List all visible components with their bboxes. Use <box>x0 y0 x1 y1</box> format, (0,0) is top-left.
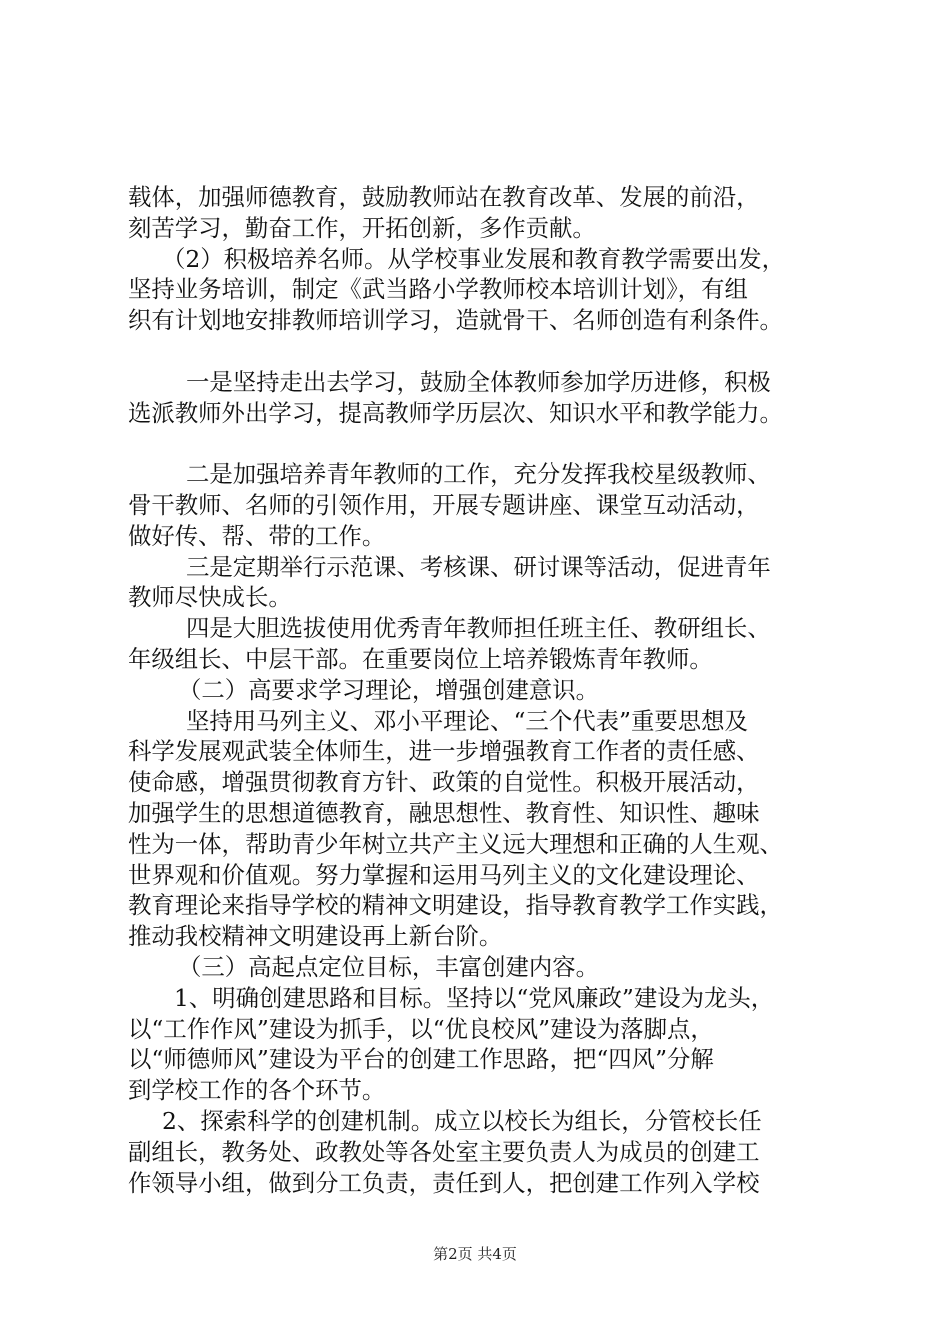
text-line: 刻苦学习，勤奋工作，开拓创新，多作贡献。 <box>128 213 596 242</box>
text-line: 科学发展观武装全体师生，进一步增强教育工作者的责任感、 <box>128 737 760 766</box>
text-line: 年级组长、中层干部。在重要岗位上培养锻炼青年教师。 <box>128 644 713 673</box>
text-line: 副组长，教务处、政教处等各处室主要负责人为成员的创建工 <box>128 1137 760 1166</box>
page-footer <box>0 1244 950 1264</box>
text-line: 坚持业务培训，制定《武当路小学教师校本培训计划》，有组 <box>128 275 748 304</box>
text-line: 选派教师外出学习，提高教师学历层次、知识水平和教学能力。 <box>128 398 783 427</box>
text-line: 以“师德师风”建设为平台的创建工作思路，把“四风”分解 <box>128 1045 714 1074</box>
text-line: 性为一体，帮助青少年树立共产主义远大理想和正确的人生观、 <box>128 829 783 858</box>
text-line: 二是加强培养青年教师的工作，充分发挥我校星级教师、 <box>186 460 771 489</box>
text-line: 世界观和价值观。努力掌握和运用马列主义的文化建设理论、 <box>128 860 760 889</box>
document-body <box>128 182 832 1198</box>
text-line: 坚持用马列主义、邓小平理论、“三个代表”重要思想及 <box>186 706 748 735</box>
text-line: 骨干教师、名师的引领作用，开展专题讲座、课堂互动活动， <box>128 490 760 519</box>
paragraph-gap <box>128 336 832 367</box>
text-line: 2、探索科学的创建机制。成立以校长为组长，分管校长任 <box>162 1106 762 1135</box>
text-line: 织有计划地安排教师培训学习，造就骨干、名师创造有利条件。 <box>128 306 783 335</box>
text-line: 教育理论来指导学校的精神文明建设，指导教育教学工作实践， <box>128 891 783 920</box>
section-heading: （二）高要求学习理论，增强创建意识。 <box>178 675 600 704</box>
text-line: 以“工作作风”建设为抓手，以“优良校风”建设为落脚点， <box>128 1014 714 1043</box>
text-line: 教师尽快成长。 <box>128 583 292 612</box>
section-heading: （三）高起点定位目标，丰富创建内容。 <box>178 952 600 981</box>
text-line: 推动我校精神文明建设再上新台阶。 <box>128 922 503 951</box>
text-line: 使命感，增强贯彻教育方针、政策的自觉性。积极开展活动， <box>128 768 760 797</box>
paragraph-gap <box>128 428 832 459</box>
text-line: 作领导小组，做到分工负责，责任到人，把创建工作列入学校 <box>128 1168 760 1197</box>
page-number-label: 第2页 共4页 <box>433 1245 517 1263</box>
text-line: 四是大胆选拔使用优秀青年教师担任班主任、教研组长、 <box>186 614 771 643</box>
text-line: （2）积极培养名师。从学校事业发展和教育教学需要出发， <box>162 244 786 273</box>
text-line: 加强学生的思想道德教育，融思想性、教育性、知识性、趣味 <box>128 798 760 827</box>
text-line: 三是定期举行示范课、考核课、研讨课等活动，促进青年 <box>186 552 771 581</box>
text-line: 载体，加强师德教育，鼓励教师站在教育改革、发展的前沿， <box>128 183 760 211</box>
text-line: 1、明确创建思路和目标。坚持以“党风廉政”建设为龙头， <box>174 983 775 1012</box>
text-line: 一是坚持走出去学习，鼓励全体教师参加学历进修，积极 <box>186 367 771 396</box>
text-line: 做好传、帮、带的工作。 <box>128 521 386 550</box>
text-line: 到学校工作的各个环节。 <box>128 1076 386 1105</box>
